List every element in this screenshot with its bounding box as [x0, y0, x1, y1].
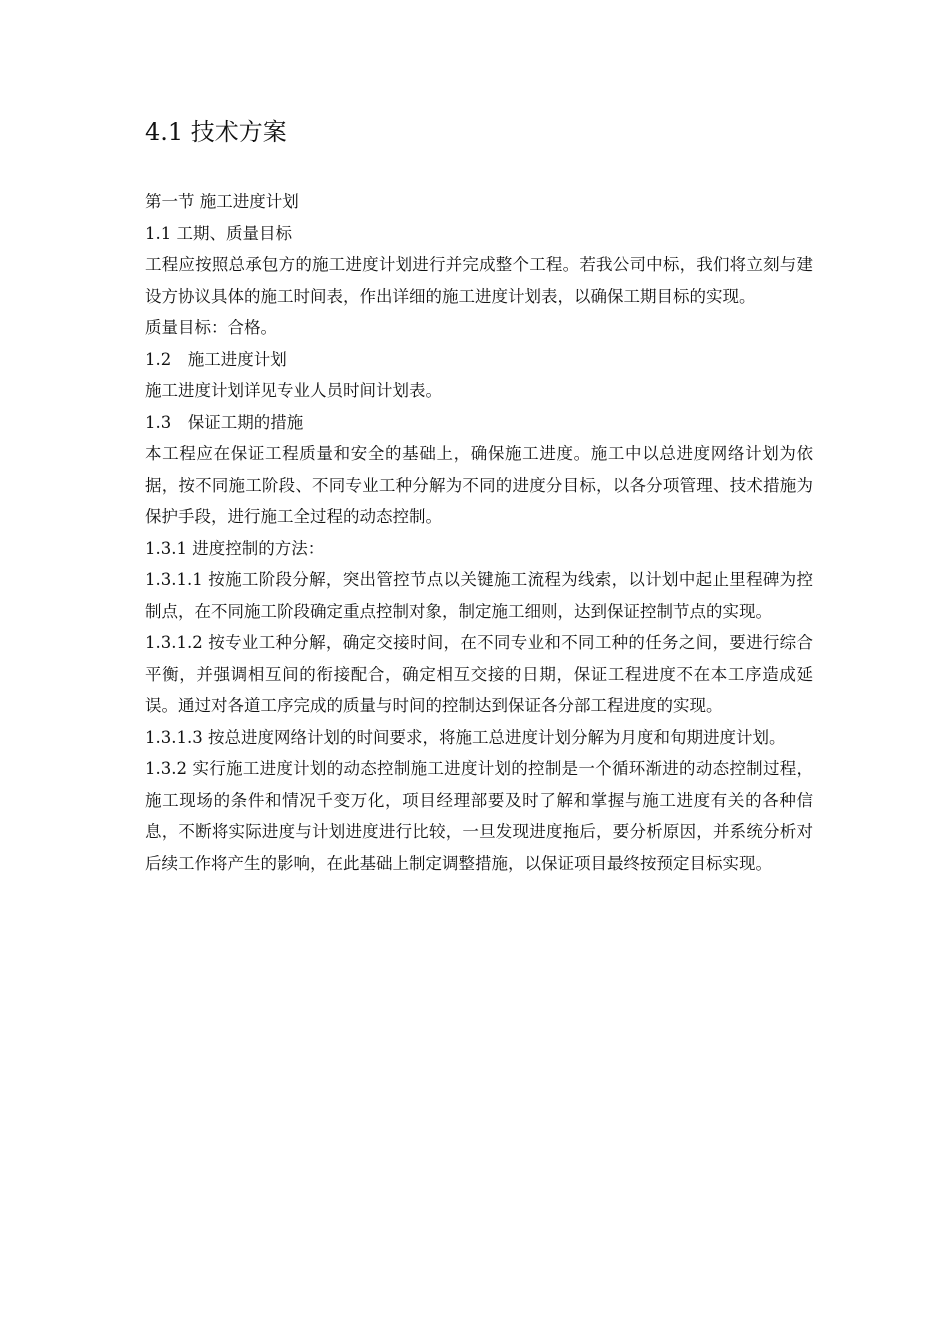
paragraph-1-3-1-1: 1.3.1.1 按施工阶段分解，突出管控节点以关键施工流程为线索，以计划中起止里程碑为控制点，在不同施工阶段确定重点控制对象，制定施工细则，达到保证控制节点的实现。 — [145, 570, 813, 621]
subheading-1-2: 1.2 施工进度计划 — [145, 349, 287, 369]
document-title: 4.1 技术方案 — [145, 118, 287, 146]
paragraph-schedule-commitment: 工程应按照总承包方的施工进度计划进行并完成整个工程。若我公司中标，我们将立刻与建设方协议具体的施工时间表，作出详细的施工进度计划表，以确保工期目标的实现。 — [145, 255, 813, 306]
document-body — [145, 186, 813, 879]
quality-target: 质量目标：合格。 — [145, 318, 277, 337]
paragraph-1-3-1-3: 1.3.1.3 按总进度网络计划的时间要求，将施工总进度计划分解为月度和旬期进度计划。 — [145, 727, 786, 747]
subheading-1-3: 1.3 保证工期的措施 — [145, 412, 304, 432]
section-heading: 第一节 施工进度计划 — [145, 192, 299, 211]
paragraph-1-3-2: 1.3.2 实行施工进度计划的动态控制施工进度计划的控制是一个循环渐进的动态控制过程，施工现场的条件和情况千变万化，项目经理部要及时了解和掌握与施工进度有关的各种信息，不断将实际进度与计划进度进行比较，一旦发现进度拖后，要分析原因，并系统分析对后续工作将产生的影响，在此基础上制定调整措施，以保证项目最终按预定目标实现。 — [145, 759, 813, 873]
subheading-1-1: 1.1 工期、质量目标 — [145, 223, 292, 243]
paragraph-1-3-1-2: 1.3.1.2 按专业工种分解，确定交接时间，在不同专业和不同工种的任务之间，要进行综合平衡，并强调相互间的衔接配合，确定相互交接的日期，保证工程进度不在本工序造成延误。通过对各道工序完成的质量与时间的控制达到保证各分部工程进度的实现。 — [145, 633, 813, 715]
schedule-reference: 施工进度计划详见专业人员时间计划表。 — [145, 381, 442, 400]
paragraph-measures: 本工程应在保证工程质量和安全的基础上，确保施工进度。施工中以总进度网络计划为依据，按不同施工阶段、不同专业工种分解为不同的进度分目标，以各分项管理、技术措施为保护手段，进行施工全过程的动态控制。 — [145, 444, 813, 526]
subheading-1-3-1: 1.3.1 进度控制的方法： — [145, 538, 325, 558]
